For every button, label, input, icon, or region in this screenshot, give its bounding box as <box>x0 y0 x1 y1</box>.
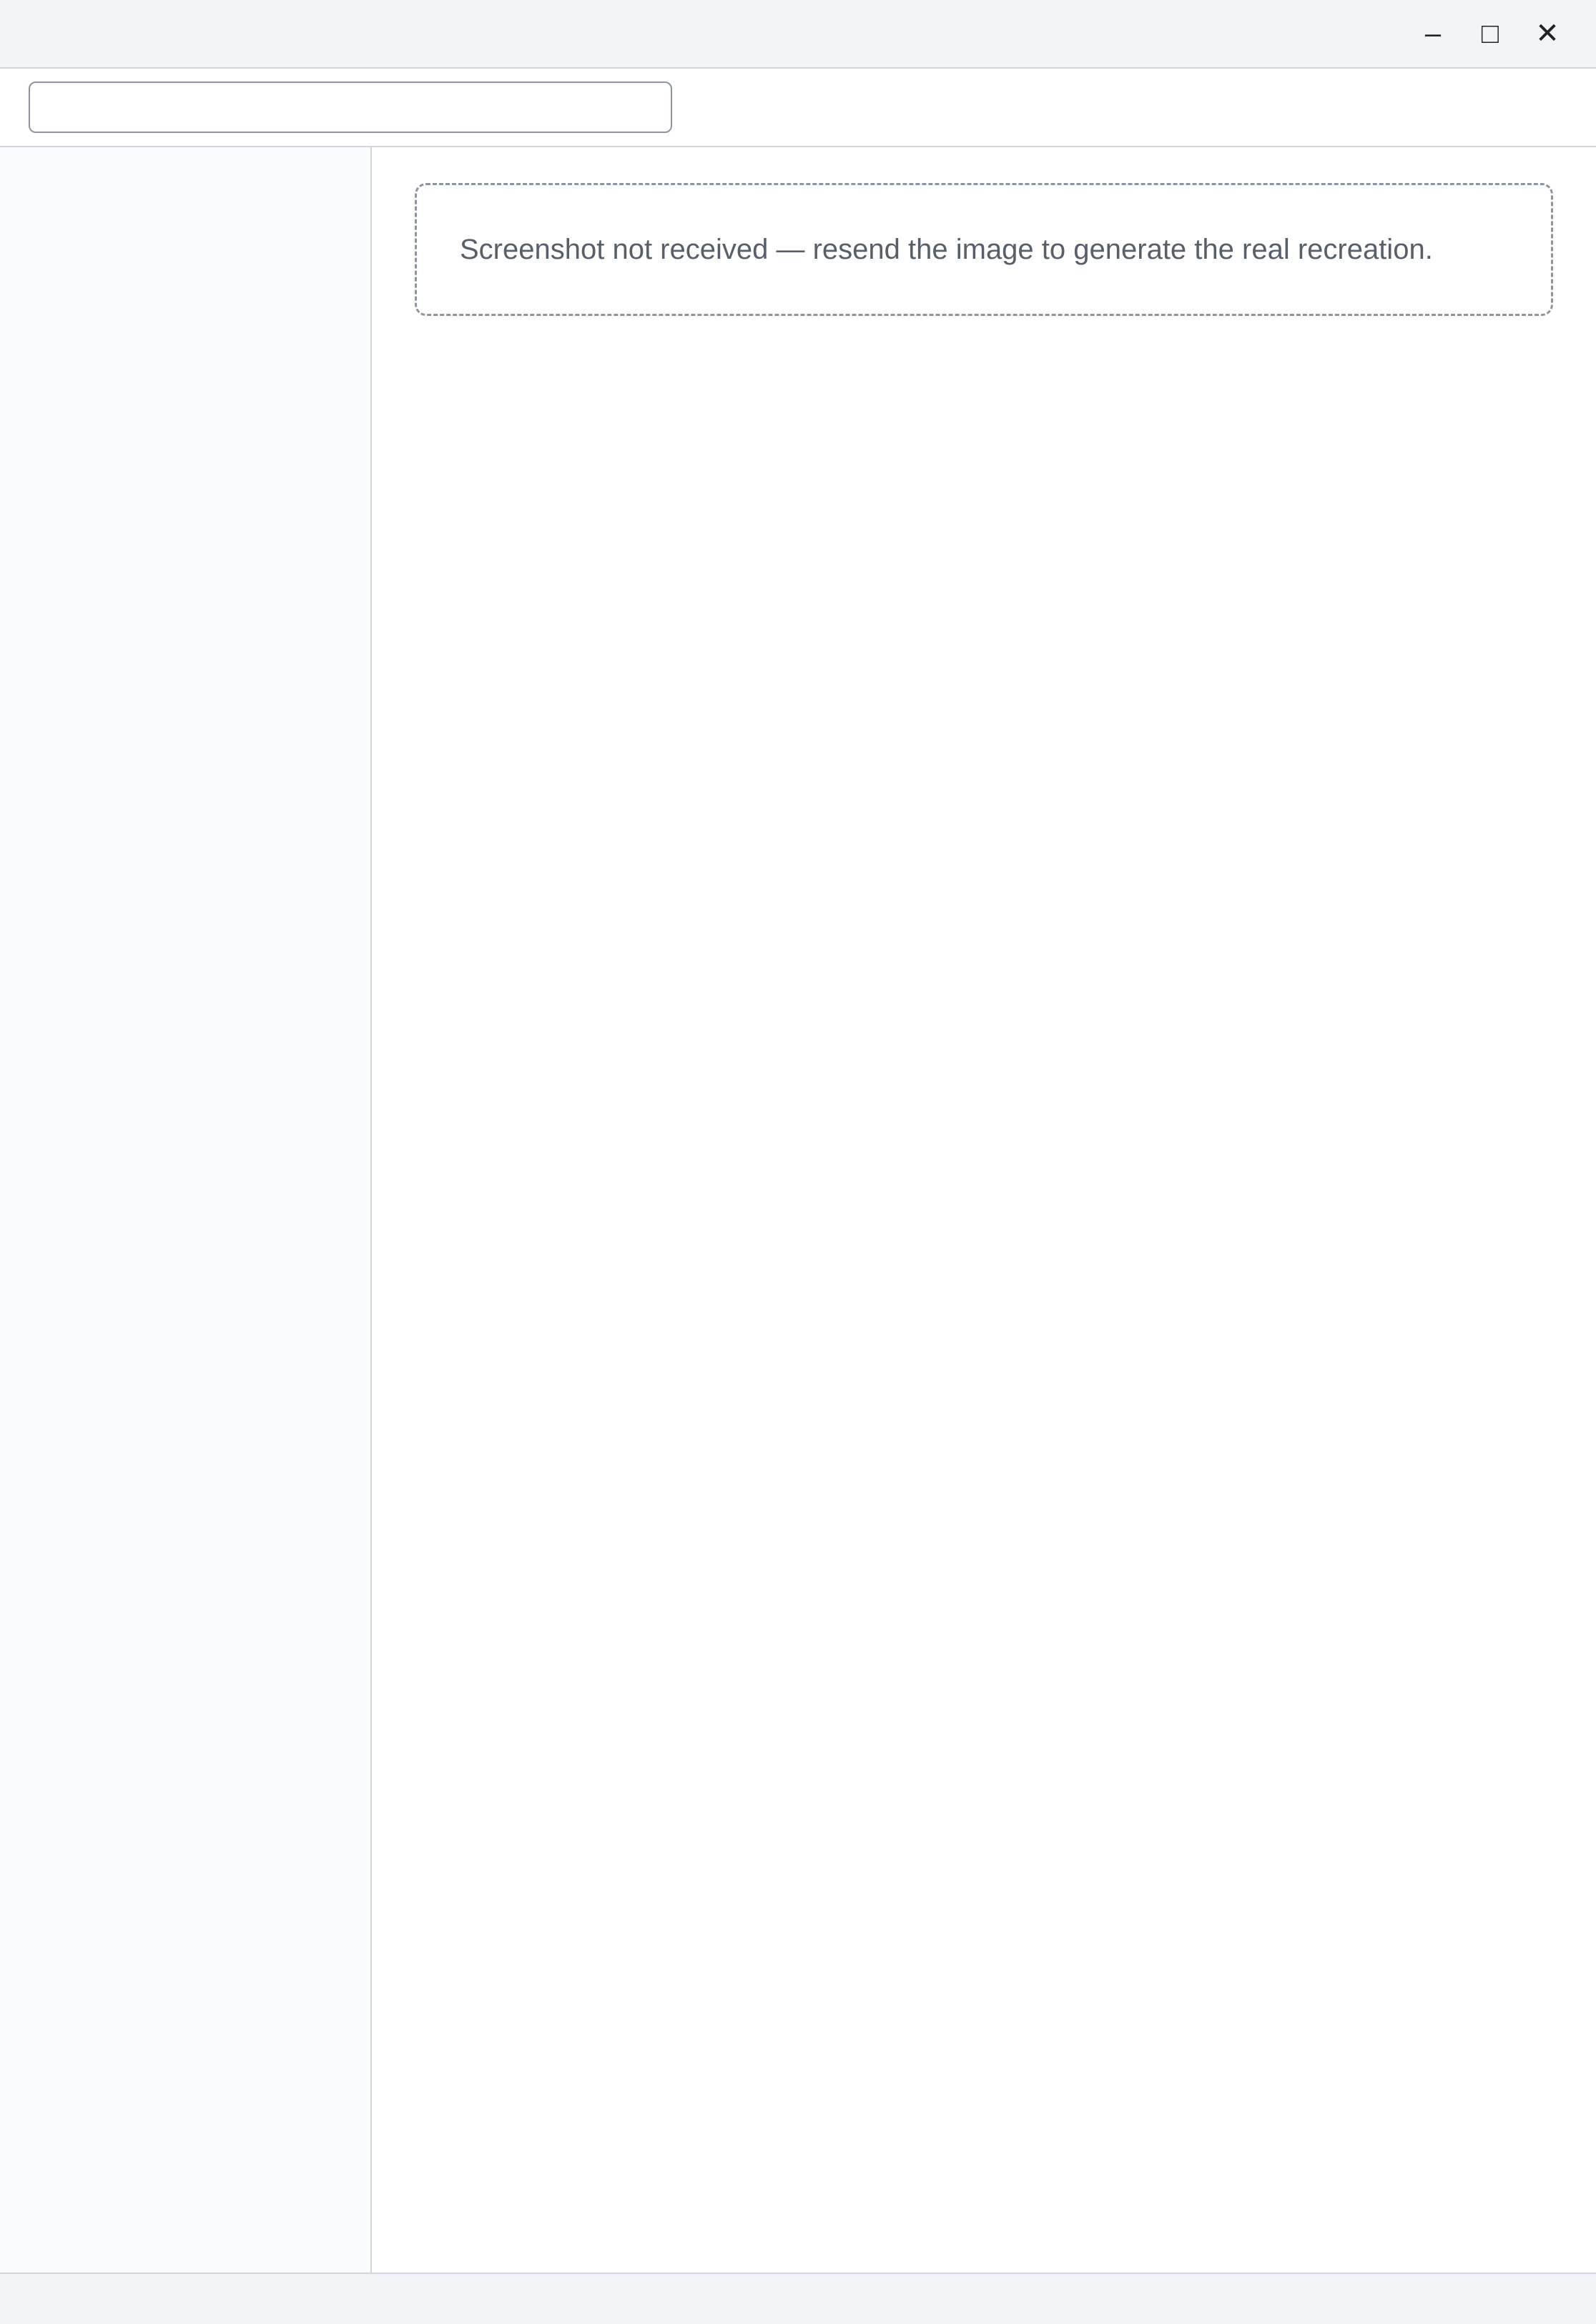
missing-screenshot-notice: Screenshot not received — resend the image to generate the real recreation. <box>415 183 1553 316</box>
content-area <box>0 147 1596 2273</box>
status-bar <box>0 2273 1596 2324</box>
title-bar <box>0 0 1596 69</box>
close-icon[interactable]: ✕ <box>1535 18 1560 49</box>
toolbar <box>0 69 1596 147</box>
main-panel <box>372 147 1596 2273</box>
search-input[interactable] <box>29 81 672 133</box>
minimize-icon[interactable]: – <box>1424 17 1442 49</box>
sidebar <box>0 147 372 2273</box>
maximize-icon[interactable]: □ <box>1481 17 1499 49</box>
